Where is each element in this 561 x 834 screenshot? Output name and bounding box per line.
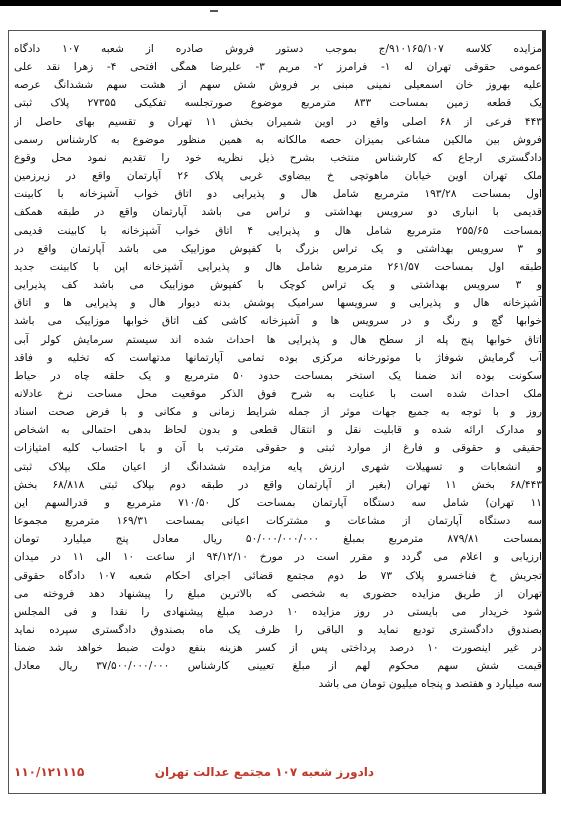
notice-line: تجریش خ فناخسرو پلاک ۷۳ ط دوم مجتمع قضائی اجرای احکام شعبه ۱۰۷ دادگاه حقوقی xyxy=(14,569,542,582)
notice-line: ارزیابی و اعلام می گردد و مقرر است در مورخ ۹۴/۱۲/۱۰ از ساعت ۱۰ الی ۱۱ در میدان xyxy=(14,551,542,564)
top-rule xyxy=(0,0,561,6)
notice-line: شود خریدار می بایستی در روز مزایده ۱۰ درصد مبلغ پیشنهادی را نقدا و فی المجلس xyxy=(14,605,542,618)
notice-line: آشپزخانه هال و پذیرایی و سرویسها سرامیک پوشش بدنه دیوار هال و پذیرایی ها و اتاق xyxy=(14,297,542,310)
notice-line: در غیر اینصورت ۱۰ درصد پرداختی پس از کسر هزینه بنفع دولت ضبط خواهد شد ضمنا xyxy=(14,642,542,655)
notice-line: اتاق خوابها پنج پله از سطح هال و پذیرایی ها احداث شده اند سیستم سرمایش کولر آبی xyxy=(14,333,542,346)
notice-line: روز و با توجه به جمیع جهات موثر از جمله شرایط زمانی و مکانی و با فرض صحت اسناد xyxy=(14,406,542,419)
notice-line: بمساحت ۲۵۵/۶۵ مترمربع شامل هال و پذیرایی ۴ اتاق خواب آشپزخانه با کابینت قدیمی xyxy=(14,224,542,237)
notice-line: بمساحت ۸۷۹/۸۱ مترمربع بمبلغ ۵۰/۰۰۰/۰۰۰/۰۰۰ ریال معادل پنج میلیارد تومان xyxy=(14,533,542,546)
notice-line: ۱۱ تهران) شامل سه دستگاه آپارتمان بمساحت کل ۷۱۰/۵۰ مترمربع و قدرالسهم این xyxy=(14,496,542,509)
notice-line: و ۳ سرویس بهداشتی و یک تراس کوچک با کفپوش موزاییک می باشد کف پذیرایی xyxy=(14,279,542,292)
notice-line: طبقه اول بمساحت ۲۶۱/۵۷ مترمربع شامل هال و پذیرایی آشپزخانه اپن با کابینت جدید xyxy=(14,260,542,273)
notice-line: آب گرمایش شوفاژ با موتورخانه مرکزی بوده تمامی آپارتمانها مدتهاست که تخلیه و فاقد xyxy=(14,351,542,364)
notice-line: ۴۴۳ فرعی از ۶۸ اصلی واقع در اوین شمیران بخش ۱۱ تهران و تقسیم بهای حاصل از xyxy=(14,115,542,128)
notice-footer xyxy=(14,765,534,787)
notice-line: ملک احداث شده است با عنایت به شرح فوق الذکر موقعیت محل مساحت نرخ عادلانه xyxy=(14,387,542,400)
notice-line: سه میلیارد و هفتصد و پنجاه میلیون تومان می باشد xyxy=(318,678,542,691)
notice-line: قدیمی با انباری دو سرویس بهداشتی و تراس می باشد آپارتمان واقع در طبقه همکف xyxy=(14,206,542,219)
notice-body xyxy=(14,40,542,694)
notice-line: یک قطعه زمین بمساحت ۸۳۳ مترمربع موضوع صورتجلسه تفکیکی ۲۷۳۵۵ پلاک ثبتی xyxy=(14,97,542,110)
notice-line: اول بمساحت ۱۹۳/۲۸ مترمربع شامل هال و پذیرایی دو اتاق خواب آشپزخانه با کابینت xyxy=(14,188,542,201)
notice-line: مزایده کلاسه ۹۱۰۱۶۵/۱۰۷/ج بموجب دستور فروش صادره از شعبه ۱۰۷ دادگاه xyxy=(14,43,542,55)
notice-line: ۶۸/۴۴۳ بخش ۱۱ تهران (بغیر از آپارتمان واقع در طبقه دوم بپلاک ثبتی ۶۸/۸۱۸ بخش xyxy=(14,478,542,491)
notice-line: سکونت بوده اند ضمنا یک استخر بمساحت حدود ۵۰ مترمربع و یک حلقه چاه در حیاط xyxy=(14,369,542,382)
notice-line: ملک تهران اوین خیابان ماهوتچی خ بیضاوی غربی پلاک ۲۶ آپارتمان واقع در زیرزمین xyxy=(14,170,542,183)
notice-line: سه دستگاه آپارتمان از مشاعات و مشترکات اعیانی بمساحت ۱۶۹/۳۱ مترمربع مجموعا xyxy=(14,515,542,528)
notice-line: قیمت شش سهم محکوم لهم از مبلغ تعیینی کارشناس ۳۷/۵۰۰/۰۰۰/۰۰۰ ریال معادل xyxy=(14,660,542,673)
notice-line: و ۳ سرویس بهداشتی و یک تراس بزرگ با کفپوش موزاییک می باشد آپارتمان واقع در xyxy=(14,242,542,255)
notice-line: دادگستری ارجاع که کارشناس منتخب بشرح ذیل نظریه خود را تقدیم نمود محل وقوع xyxy=(14,151,542,164)
notice-line: فروش بین مالکین مشاعی بمیزان حصه مالکانه به همین منظور موضوع به کارشناس رسمی xyxy=(14,133,542,146)
notice-line: بصندوق دادگستری تودیع نماید و الباقی را ظرف یک ماه بصندوق دادگستری سپرده نماید xyxy=(14,624,542,636)
court-signature: دادورز شعبه ۱۰۷ مجتمع عدالت تهران xyxy=(154,765,374,779)
notice-line: حقیقی و حقوقی و فارغ از موارد ثبتی و حقوقی مترتب با آن و با احتساب کلیه امتیازات xyxy=(14,442,542,455)
notice-line: خوابها گچ و رنگ و در سرویس ها و آشپزخانه کاشی کف اتاق خوابها موزاییک می باشد xyxy=(14,315,542,328)
top-dash xyxy=(210,10,218,12)
notice-line: عمومی حقوقی تهران له ۱- فرامرز ۲- مریم ۳- علیرضا همگی افتحی ۴- زهرا نقد علی xyxy=(14,61,542,74)
notice-line: و انشعابات و تسهیلات شهری ارزش پایه مزایده ششدانگ از اعیان ملک بپلاک ثبتی xyxy=(14,460,542,473)
notice-code: ۱۱۰/۱۲۱۱۱۵ xyxy=(14,765,85,779)
notice-line: تهران از طریق مزایده حضوری به شخصی که بالاترین مبلغ را پیشنهاد دهد فروخته می xyxy=(14,587,542,600)
notice-line: علیه بهروز خان اسمعیلی نمینی مبنی بر فروش شش سهم از هشت سهم ششدانگ عرصه xyxy=(14,79,542,92)
notice-line: و مدارک ارائه شده و قابلیت نقل و انتقال قطعی و بدون لحاظ بدهی احتمالی به اشخاص xyxy=(14,424,542,437)
